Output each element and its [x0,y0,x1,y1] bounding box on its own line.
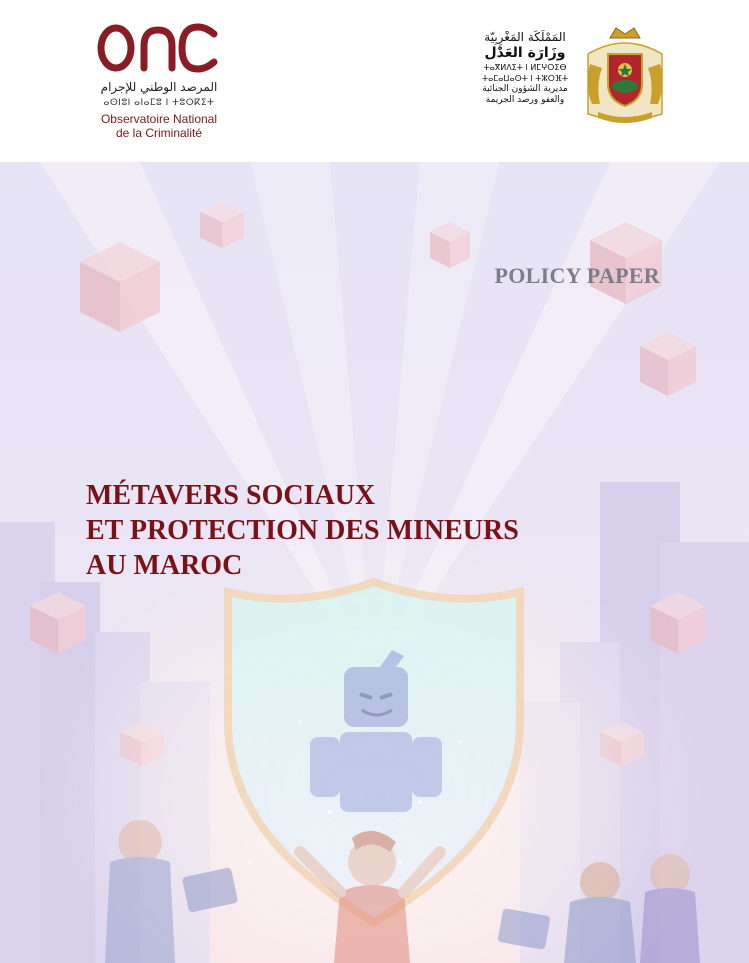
document-type-label: POLICY PAPER [494,263,660,288]
ministry-dept-line1: مديرية الشؤون الجنائية [482,84,568,94]
document-title [86,478,686,583]
onc-arabic-name: المرصد الوطني للإجرام [100,80,218,94]
ministry-dept-line2: والعفو ورصد الجريمة [485,95,565,105]
ministry-logo [470,24,700,134]
title-line-2: ET PROTECTION DES MINEURS [86,515,519,546]
onc-logo [60,14,270,144]
onc-french-name-line2: de la Criminalité [115,126,203,140]
title-line-3: AU MAROC [86,550,243,581]
ministry-tifinagh-line2: ⵜⴰⵎⴰⵡⴰⵙⵜ ⵏ ⵜⵣⵔⴼⵜ [481,74,568,83]
onc-french-name-line1: Observatoire National [100,112,218,126]
ministry-kingdom-arabic: المَمْلَكَة المَغْرِبِيّة [484,30,566,44]
ministry-text [470,30,580,106]
ministry-tifinagh-line1: ⵜⴰⴳⵍⴷⵉⵜ ⵏ ⵍⵎⵖⵔⵉⴱ [483,63,567,72]
header [0,0,749,162]
title-line-1: MÉTAVERS SOCIAUX [86,480,376,511]
onc-tifinagh-name: ⴰⵙⵏⵓⵏ ⴰⵏⴰⵎⵓ ⵏ ⵜⵓⵔⴽⵉⵜ [103,98,215,108]
ministry-name-arabic: وزَارَة العَدْل [484,45,566,61]
onc-logo-mark-icon [96,18,220,74]
coat-of-arms-icon [580,24,670,126]
onc-french-name [74,112,244,140]
